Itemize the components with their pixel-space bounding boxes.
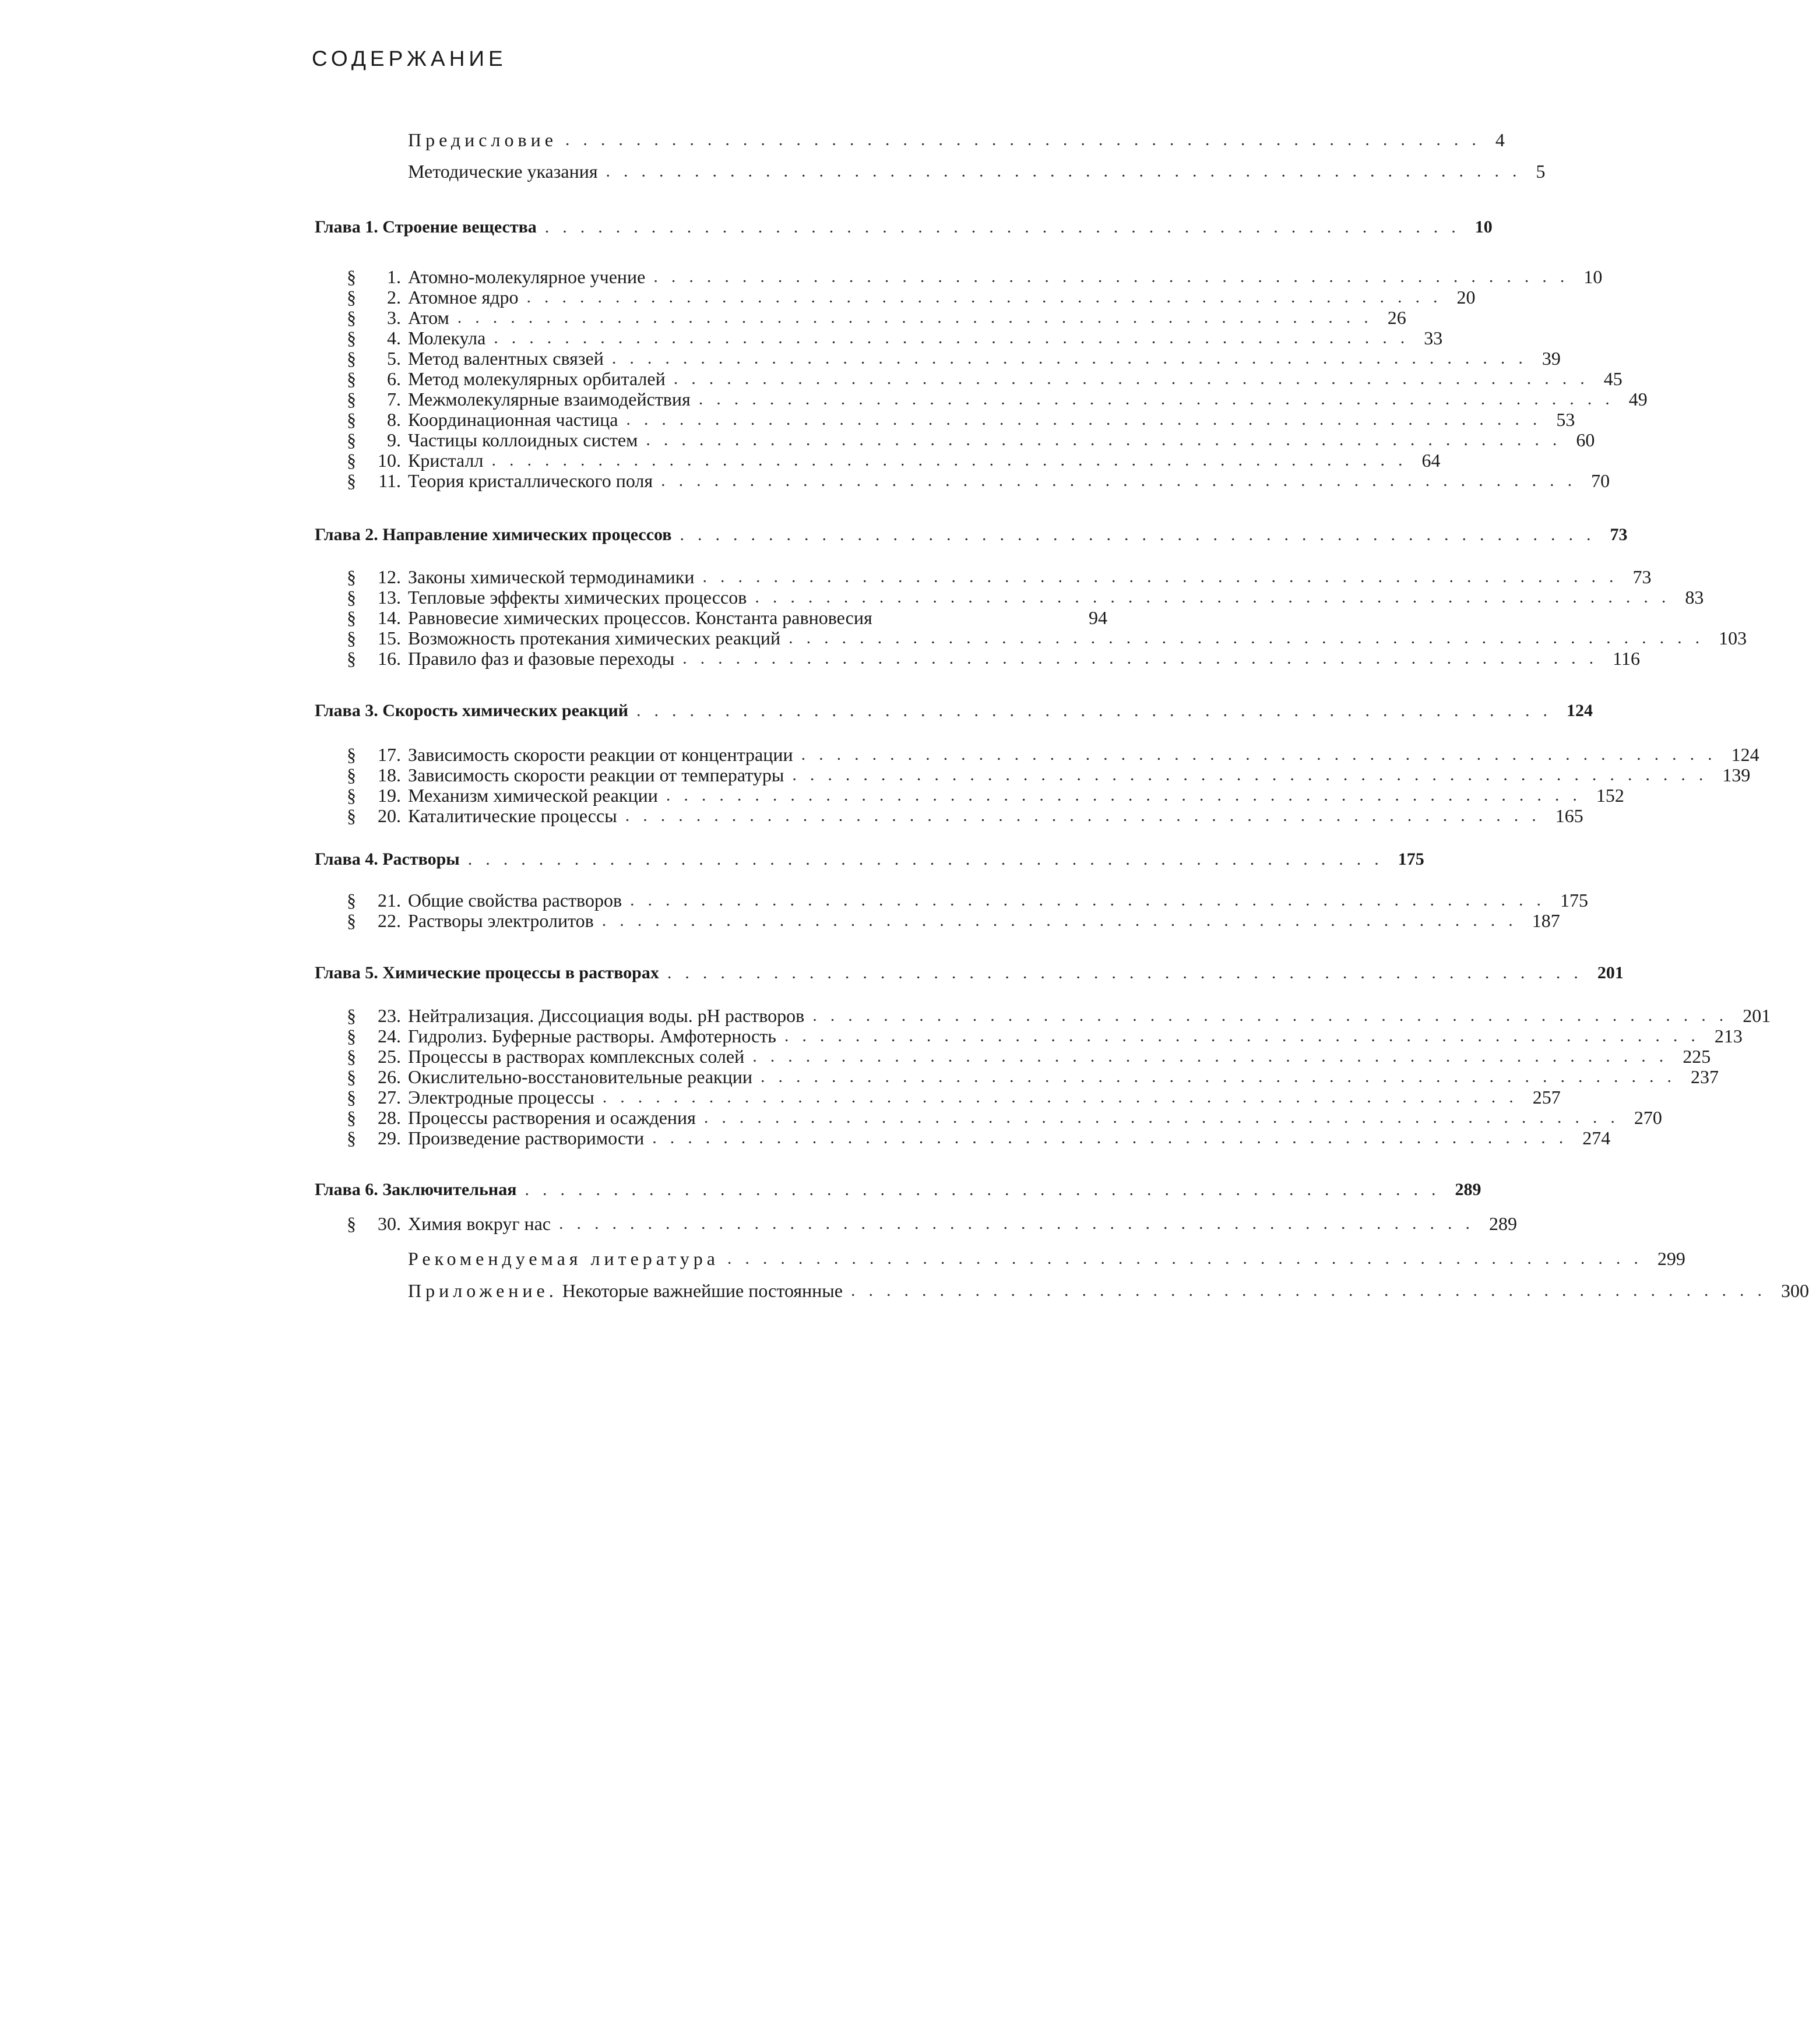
section-entry: § 5. Метод валентных связей .................................................... 39	[347, 348, 1561, 369]
section-entry: § 17. Зависимость скорости реакции от концентрации .................................................... 124	[347, 744, 1759, 765]
chapter-heading: Глава 2. Направление химических процессов .................................................... 73	[315, 523, 1107, 547]
entry-page: 300	[1781, 1280, 1809, 1301]
section-entry: § 19. Механизм химической реакции .................................................... 152	[347, 785, 1624, 806]
chapter-page: 10	[1474, 217, 1493, 237]
section-entry: § 6. Метод молекулярных орбиталей .................................................... 45	[347, 368, 1623, 389]
chapter-title: Глава 5. Химические процессы в растворах	[315, 963, 659, 982]
chapter-title: Глава 2. Направление химических процессов	[315, 525, 672, 544]
section-entry: § 9. Частицы коллоидных систем .................................................... 60	[347, 429, 1595, 450]
section-entry: § 14. Равновесие химических процессов. Константа равновесия 94	[347, 607, 1107, 628]
entry-page: 4	[1495, 129, 1505, 150]
section-entry: § 12. Законы химической термодинамики .................................................... 73	[347, 566, 1652, 587]
page-title: СОДЕРЖАНИЕ	[312, 47, 507, 71]
entry-title: Предисловие	[408, 129, 557, 150]
entry-page: 299	[1657, 1248, 1685, 1269]
chapter-page: 73	[1610, 525, 1628, 544]
chapter-page: 175	[1398, 850, 1424, 869]
entry-title: Рекомендуемая литература	[408, 1248, 719, 1269]
section-entry: § 18. Зависимость скорости реакции от температуры .................................................... 139	[347, 764, 1751, 785]
toc-entry-appendix: Приложение. Некоторые важнейшие постоянные .................................................... 300	[408, 1280, 1809, 1301]
section-entry: § 24. Гидролиз. Буферные растворы. Амфотерность .................................................... 213	[347, 1025, 1743, 1046]
chapter-title: Глава 6. Заключительная	[315, 1180, 517, 1199]
section-entry: § 25. Процессы в растворах комплексных солей .................................................... 225	[347, 1046, 1711, 1067]
section-entry: § 28. Процессы растворения и осаждения .................................................... 270	[347, 1107, 1662, 1128]
chapter-title: Глава 1. Строение вещества	[315, 217, 537, 237]
entry-title: Методические указания	[408, 161, 598, 182]
chapter-page: 201	[1597, 963, 1624, 982]
section-entry: § 11. Теория кристаллического поля .................................................... 70	[347, 470, 1610, 491]
section-entry: § 16. Правило фаз и фазовые переходы .................................................... 116	[347, 648, 1640, 669]
chapter-heading: Глава 4. Растворы .................................................... 175	[315, 848, 1107, 871]
section-entry: § 4. Молекула .................................................... 33	[347, 327, 1443, 348]
entry-title: Некоторые важнейшие постоянные	[562, 1280, 843, 1301]
section-entry: § 7. Межмолекулярные взаимодействия .................................................... 49	[347, 389, 1648, 410]
chapter-heading: Глава 1. Строение вещества .................................................... 10	[315, 216, 1107, 239]
toc-entry-guidelines: Методические указания .................................................... 5	[408, 161, 1546, 182]
section-entry: § 21. Общие свойства растворов .................................................... 175	[347, 890, 1589, 911]
appendix-label: Приложение.	[408, 1280, 558, 1301]
section-entry: § 26. Окислительно-восстановительные реакции .................................................... 237	[347, 1066, 1719, 1087]
section-entry: § 15. Возможность протекания химических реакций .................................................... 103	[347, 628, 1747, 649]
section-entry: § 13. Тепловые эффекты химических процессов .................................................... 83	[347, 587, 1704, 608]
toc-entry-preface: Предисловие .................................................... 4	[408, 129, 1505, 150]
chapter-title: Глава 3. Скорость химических реакций	[315, 701, 629, 720]
section-entry: § 30. Химия вокруг нас .................................................... 289	[347, 1213, 1517, 1234]
section-entry: § 20. Каталитические процессы .................................................... 165	[347, 805, 1583, 826]
chapter-heading: Глава 6. Заключительная .................................................... 289	[315, 1178, 1107, 1201]
chapter-title: Глава 4. Растворы	[315, 850, 460, 869]
section-entry: § 23. Нейтрализация. Диссоциация воды. pH растворов .................................................... 201	[347, 1005, 1771, 1026]
chapter-heading: Глава 5. Химические процессы в растворах .................................................... 201	[315, 961, 1107, 985]
section-entry: § 27. Электродные процессы .................................................... 257	[347, 1087, 1561, 1108]
toc-entry-literature: Рекомендуемая литература .................................................... 299	[408, 1248, 1685, 1269]
section-entry: § 29. Произведение растворимости .................................................... 274	[347, 1127, 1611, 1148]
entry-page: 5	[1536, 161, 1546, 182]
chapter-page: 289	[1455, 1180, 1481, 1199]
section-entry: § 3. Атом .................................................... 26	[347, 307, 1406, 328]
section-entry: § 8. Координационная частица .................................................... 53	[347, 409, 1575, 430]
section-entry: § 2. Атомное ядро .................................................... 20	[347, 287, 1476, 308]
section-entry: § 1. Атомно-молекулярное учение .................................................... 10	[347, 266, 1603, 287]
chapter-page: 124	[1567, 701, 1593, 720]
section-entry: § 22. Растворы электролитов .................................................... 187	[347, 910, 1560, 931]
chapter-heading: Глава 3. Скорость химических реакций .................................................... 124	[315, 699, 1107, 723]
section-entry: § 10. Кристалл .................................................... 64	[347, 450, 1441, 471]
